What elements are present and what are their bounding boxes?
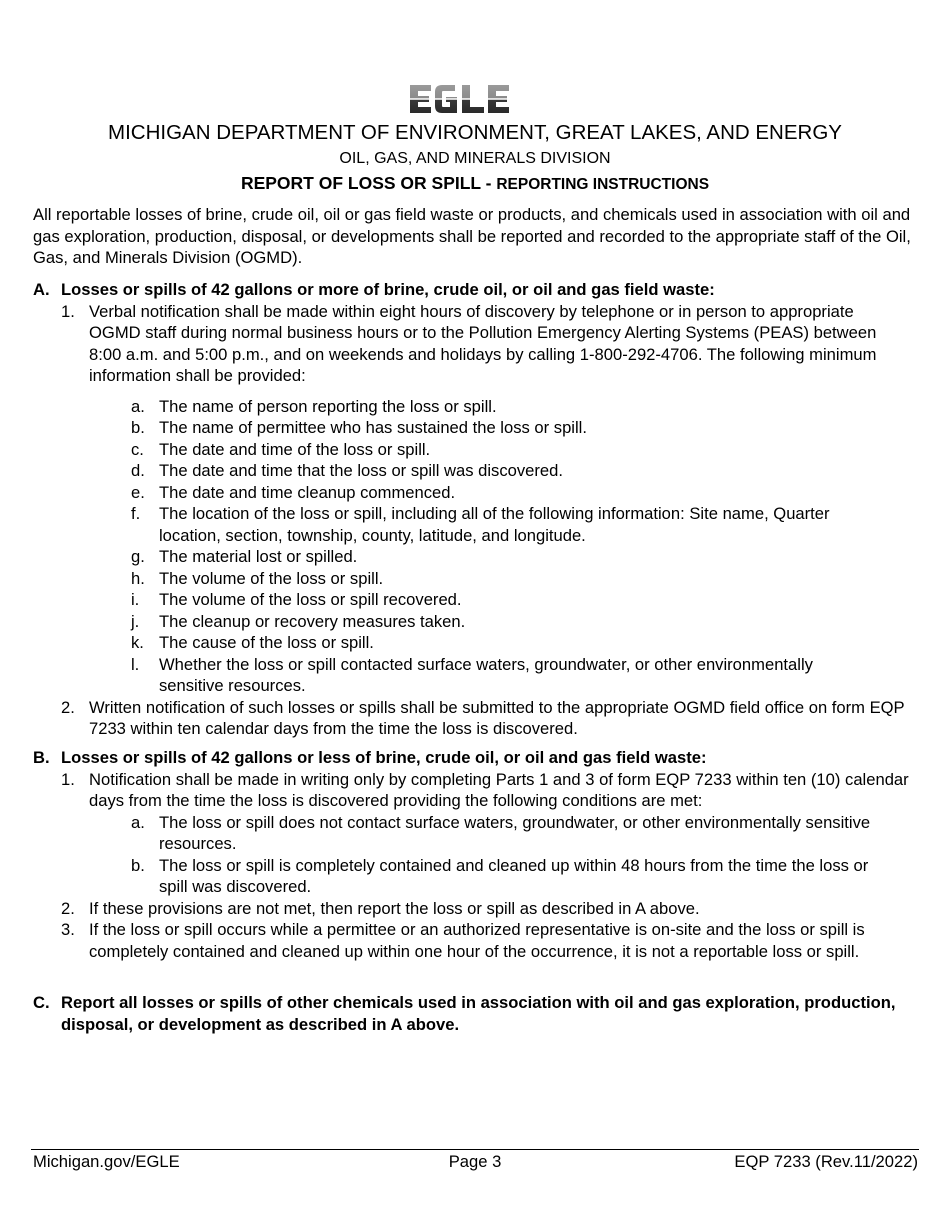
sub-item-letter: b. bbox=[131, 855, 145, 875]
section-b-sub-list bbox=[131, 812, 881, 898]
report-title bbox=[0, 172, 950, 196]
section-a-letter: A. bbox=[33, 280, 50, 299]
sub-item-text: The date and time that the loss or spill was discovered. bbox=[159, 461, 563, 480]
sub-list-item bbox=[131, 460, 851, 482]
section-c bbox=[33, 992, 903, 1035]
sub-item-text: The date and time cleanup commenced. bbox=[159, 482, 456, 502]
report-title-main: REPORT OF LOSS OR SPILL - bbox=[240, 173, 497, 193]
sub-item-letter: k. bbox=[131, 633, 144, 652]
sub-item-letter: h. bbox=[131, 568, 145, 588]
sub-item-letter: c. bbox=[131, 439, 144, 459]
item-text: Verbal notification shall be made within eight hours of discovery by telephone or in person to appropriate OGMD staff during normal business hours or to the Pollution Emergency Alerting Systems (PEAS) between 8:00 a.m. and 5:00 p.m., and on weekends and holidays by calling 1-800-292-4706. The following minimum information shall be provided: bbox=[89, 301, 877, 385]
section-b-letter: B. bbox=[33, 748, 50, 767]
sub-list-item bbox=[131, 439, 851, 461]
sub-list-item bbox=[131, 568, 851, 590]
sub-item-text: The name of permittee who has sustained the loss or spill. bbox=[159, 418, 587, 437]
section-b-item-1 bbox=[33, 769, 929, 812]
report-title-sub: REPORTING INSTRUCTIONS bbox=[496, 176, 710, 193]
item-number: 1. bbox=[61, 769, 75, 789]
section-a-heading bbox=[33, 279, 923, 301]
sub-item-letter: d. bbox=[131, 461, 145, 480]
item-text: If the loss or spill occurs while a permittee or an authorized representative is on-site and the loss or spill is completely contained and cleaned up within one hour of the occurrence, it is not a reportable loss or spill. bbox=[89, 920, 865, 961]
sub-list-item bbox=[131, 632, 851, 654]
item-text: Notification shall be made in writing only by completing Parts 1 and 3 of form EQP 7233 within ten (10) calendar days from the time the loss is discovered providing the following conditions are met: bbox=[89, 769, 909, 810]
footer-website: Michigan.gov/EGLE bbox=[33, 1152, 180, 1171]
item-number: 2. bbox=[61, 697, 75, 717]
item-number: 3. bbox=[61, 920, 75, 939]
section-b bbox=[33, 747, 923, 962]
sub-item-text: The location of the loss or spill, including all of the following information: Site name, Quarter location, section, township, county, latitude, and longitude. bbox=[159, 504, 830, 545]
item-number: 1. bbox=[61, 301, 75, 321]
sub-item-text: The loss or spill is completely contained and cleaned up within 48 hours from the time the loss or spill was discovered. bbox=[159, 855, 869, 896]
sub-item-text: The material lost or spilled. bbox=[159, 547, 358, 566]
intro-paragraph: All reportable losses of brine, crude oil, oil or gas field waste or products, and chemicals used in association with oil and gas exploration, production, disposal, or developments shall be reported and recorded to the appropriate staff of the Oil, Gas, and Minerals Division (OGMD). bbox=[33, 205, 911, 267]
sub-item-letter: i. bbox=[131, 590, 140, 609]
sub-item-letter: e. bbox=[131, 482, 145, 502]
footer-form-number: EQP 7233 (Rev.11/2022) bbox=[734, 1152, 918, 1171]
sub-list-item bbox=[131, 654, 851, 697]
sub-list-item bbox=[131, 482, 851, 504]
footer-divider bbox=[31, 1149, 919, 1150]
department-name: MICHIGAN DEPARTMENT OF ENVIRONMENT, GREAT LAKES, AND ENERGY bbox=[108, 121, 842, 144]
sub-item-text: The date and time of the loss or spill. bbox=[159, 439, 431, 459]
sub-item-letter: a. bbox=[131, 812, 145, 832]
sub-item-letter: b. bbox=[131, 418, 145, 437]
section-b-heading bbox=[33, 747, 923, 769]
item-number: 2. bbox=[61, 898, 75, 918]
section-a-item-1 bbox=[33, 301, 901, 387]
egle-logo bbox=[408, 82, 512, 116]
section-c-heading bbox=[33, 992, 903, 1035]
section-b-heading-text: Losses or spills of 42 gallons or less of brine, crude oil, or oil and gas field waste: bbox=[61, 748, 707, 767]
sub-item-text: The loss or spill does not contact surface waters, groundwater, or other environmentally sensitive resources. bbox=[159, 812, 871, 853]
sub-list-item bbox=[131, 611, 851, 633]
sub-list-item bbox=[131, 503, 851, 546]
item-text: Written notification of such losses or spills shall be submitted to the appropriate OGMD field office on form EQP 7233 within ten calendar days from the time the loss is discovered. bbox=[89, 697, 905, 738]
sub-item-text: The name of person reporting the loss or spill. bbox=[159, 396, 497, 416]
footer-page-number: Page 3 bbox=[448, 1152, 502, 1171]
section-a bbox=[33, 279, 923, 740]
section-b-item-2 bbox=[33, 898, 923, 920]
sub-item-text: The cleanup or recovery measures taken. bbox=[159, 611, 466, 631]
section-b-item-3 bbox=[33, 919, 929, 962]
sub-list-item bbox=[131, 589, 851, 611]
sub-list-item bbox=[131, 396, 851, 418]
sub-item-letter: l. bbox=[131, 654, 140, 674]
sub-list-item bbox=[131, 855, 881, 898]
section-a-heading-text: Losses or spills of 42 gallons or more of brine, crude oil, or oil and gas field waste: bbox=[61, 280, 715, 299]
section-a-item-2 bbox=[33, 697, 923, 740]
item-text: If these provisions are not met, then report the loss or spill as described in A above. bbox=[89, 898, 700, 918]
sub-item-text: The volume of the loss or spill recovered. bbox=[159, 590, 462, 609]
sub-list-item bbox=[131, 546, 851, 568]
section-c-heading-text: Report all losses or spills of other chemicals used in association with oil and gas exploration, production, disposal, or development as described in A above. bbox=[61, 993, 896, 1034]
sub-item-letter: f. bbox=[131, 504, 141, 523]
division-name: OIL, GAS, AND MINERALS DIVISION bbox=[339, 150, 611, 167]
section-c-letter: C. bbox=[33, 993, 50, 1012]
sub-item-letter: g. bbox=[131, 547, 145, 566]
sub-item-text: The volume of the loss or spill. bbox=[159, 568, 384, 588]
sub-item-text: The cause of the loss or spill. bbox=[159, 633, 374, 652]
sub-list-item bbox=[131, 812, 881, 855]
sub-list-item bbox=[131, 417, 851, 439]
section-a-sub-list bbox=[131, 396, 851, 697]
sub-item-text: Whether the loss or spill contacted surface waters, groundwater, or other environmentally sensitive resources. bbox=[159, 654, 813, 695]
sub-item-letter: j. bbox=[131, 611, 140, 631]
sub-item-letter: a. bbox=[131, 396, 145, 416]
